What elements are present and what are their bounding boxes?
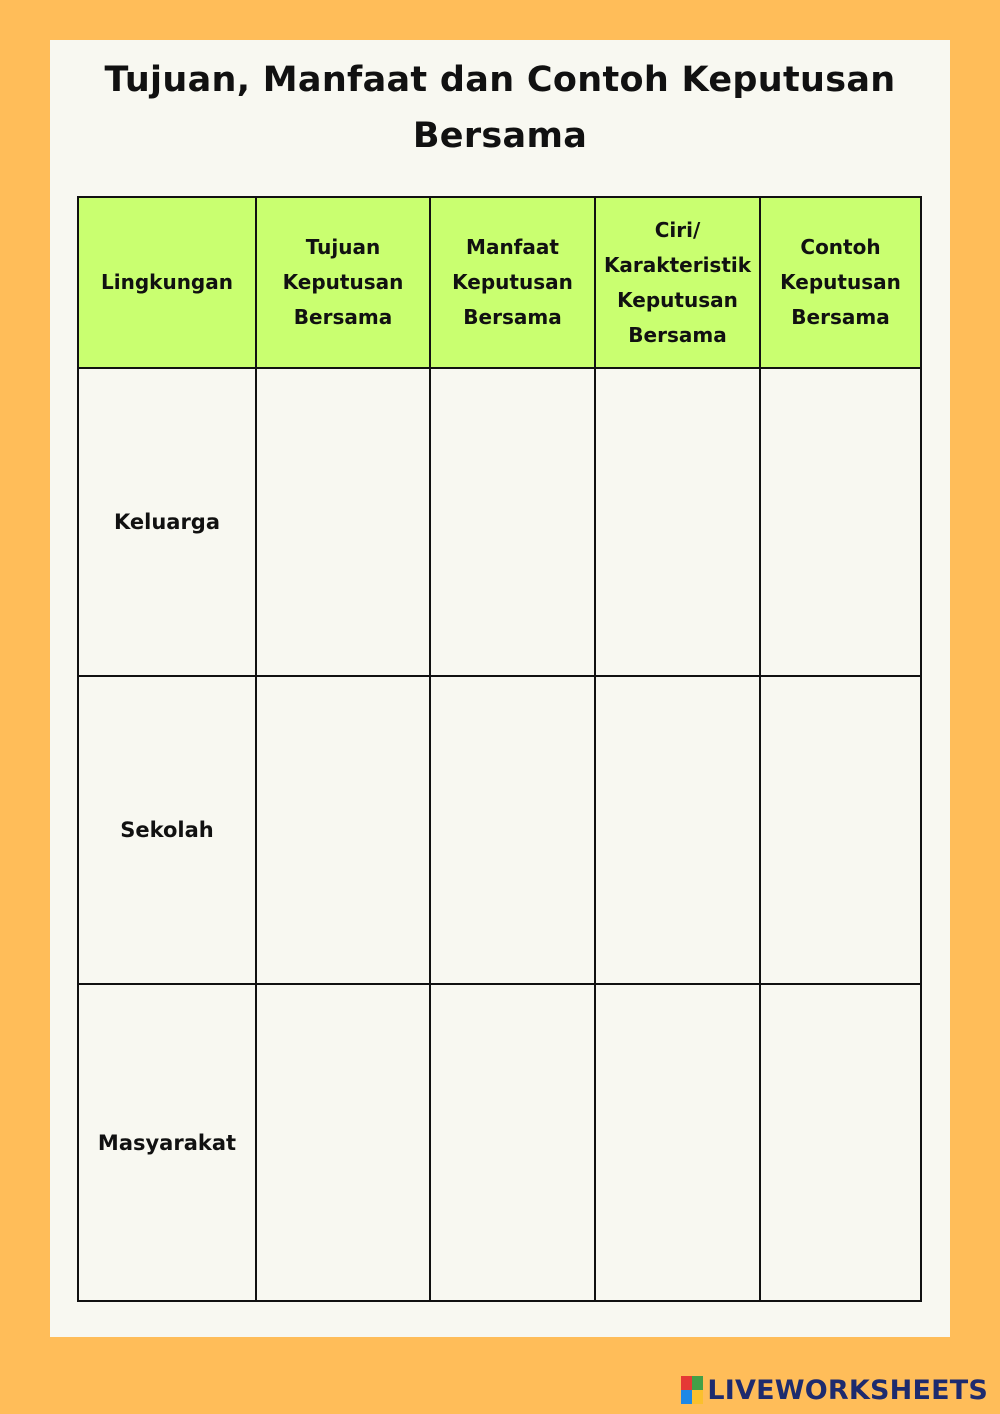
table-row: [78, 984, 921, 1301]
page-title: [0, 52, 1000, 164]
decision-table: [77, 196, 922, 1302]
row-label-keluarga: Keluarga: [78, 368, 256, 676]
header-ciri: [595, 197, 760, 368]
header-contoh: [760, 197, 921, 368]
title-line-2: Bersama: [412, 116, 588, 156]
answer-cell-masyarakat-contoh[interactable]: [760, 984, 921, 1301]
header-ciri-label: Ciri/ Karakteristik Keputusan Bersama: [603, 217, 752, 347]
table-row: [78, 676, 921, 984]
header-lingkungan: [78, 197, 256, 368]
header-manfaat-label: Manfaat Keputusan Bersama: [452, 235, 573, 329]
answer-cell-masyarakat-ciri[interactable]: [595, 984, 760, 1301]
brand-wordmark: LIVEWORKSHEETS: [707, 1374, 988, 1406]
liveworksheets-logo-icon: [681, 1376, 703, 1404]
answer-cell-sekolah-manfaat[interactable]: [430, 676, 595, 984]
header-tujuan: [256, 197, 430, 368]
header-manfaat: [430, 197, 595, 368]
header-lingkungan-label: Lingkungan: [101, 270, 233, 294]
row-label-masyarakat: Masyarakat: [78, 984, 256, 1301]
title-line-1: Tujuan, Manfaat dan Contoh Keputusan: [104, 60, 896, 100]
header-tujuan-label: Tujuan Keputusan Bersama: [282, 235, 404, 329]
header-contoh-label: Contoh Keputusan Bersama: [780, 235, 901, 329]
answer-cell-keluarga-ciri[interactable]: [595, 368, 760, 676]
table-row: [78, 368, 921, 676]
answer-cell-sekolah-contoh[interactable]: [760, 676, 921, 984]
answer-cell-masyarakat-tujuan[interactable]: [256, 984, 430, 1301]
answer-cell-masyarakat-manfaat[interactable]: [430, 984, 595, 1301]
liveworksheets-brand[interactable]: [681, 1373, 988, 1407]
answer-cell-sekolah-tujuan[interactable]: [256, 676, 430, 984]
answer-cell-keluarga-manfaat[interactable]: [430, 368, 595, 676]
row-label-sekolah: Sekolah: [78, 676, 256, 984]
answer-cell-keluarga-tujuan[interactable]: [256, 368, 430, 676]
answer-cell-keluarga-contoh[interactable]: [760, 368, 921, 676]
answer-cell-sekolah-ciri[interactable]: [595, 676, 760, 984]
